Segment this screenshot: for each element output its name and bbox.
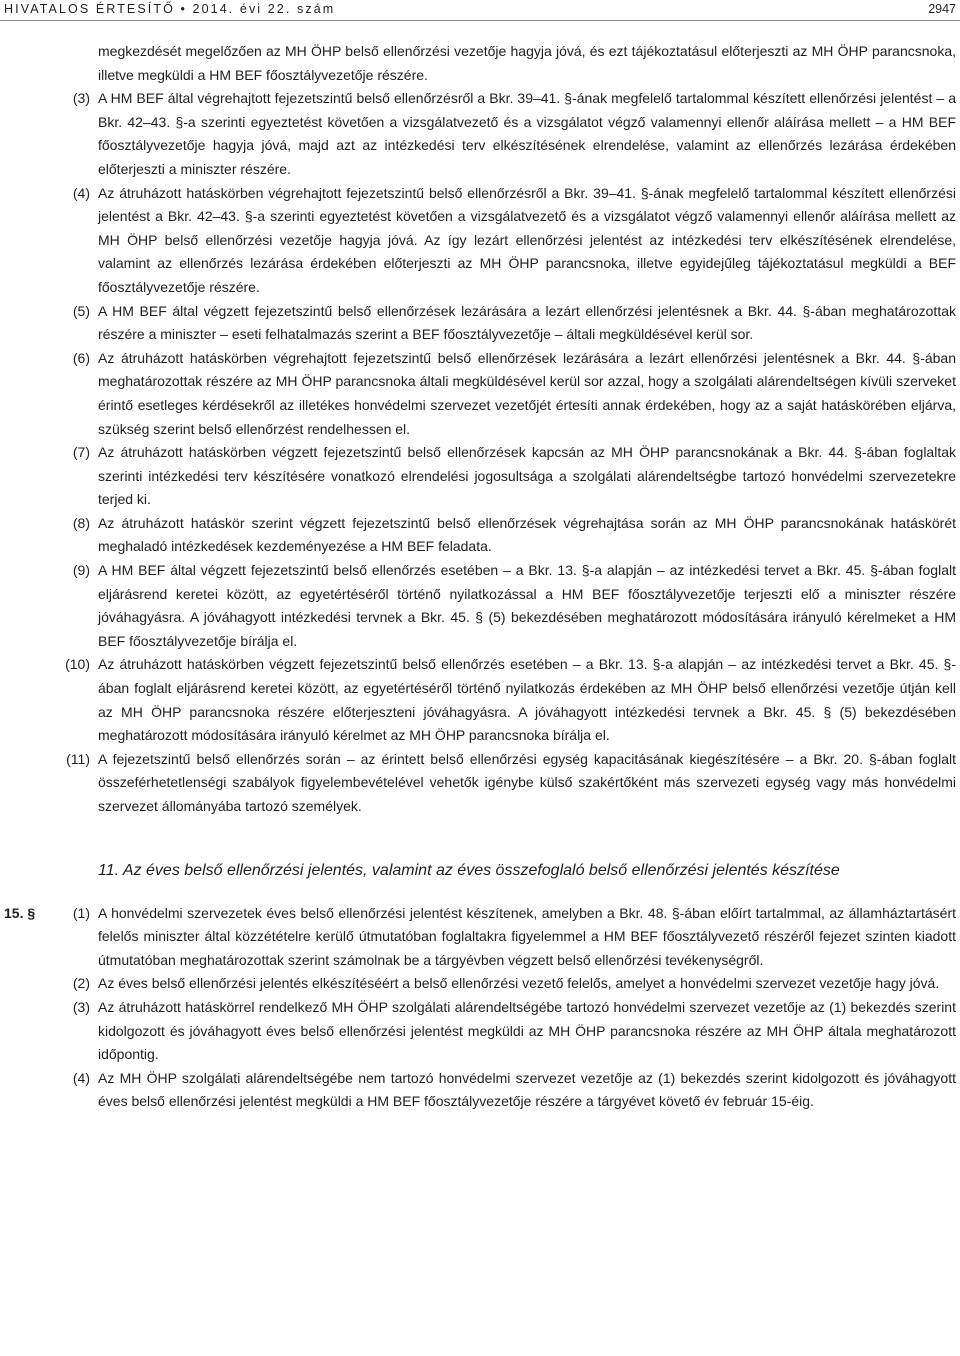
paragraph-text: Az átruházott hatáskörben végzett fejezetszintű belső ellenőrzések kapcsán az MH ÖHP parancsnokának a Bkr. 44. §-ában foglaltak szerinti intézkedési terv készítésére vonatkozó elrendelési jogosultsága a szolgálati alárendeltségbe tartozó honvédelmi szervezetekre terjed ki. <box>98 444 956 508</box>
paragraph-text: A honvédelmi szervezetek éves belső ellenőrzési jelentést készítenek, amelyben a Bkr. 48. §-ában előírt tartalmmal, az államháztartásért felelős miniszter által közzétételre kerülő útmutatóban foglaltakra figyelemmel a HM BEF főosztályvezető részéről fejezet szinten kiadott útmutatóban meghatározottak szerint számolnak be a tárgyévben végzett belső ellenőrzési tevékenységről. <box>98 904 956 968</box>
paragraph-number: (1) <box>72 904 90 921</box>
paragraph-text: Az MH ÖHP szolgálati alárendeltségébe nem tartozó honvédelmi szervezet vezetője az (1) bekezdés szerint kidolgozott és jóváhagyott éves belső ellenőrzési jelentést megküldi a HM BEF főosztályvezetője részére a tárgyévet követő év február 15-éig. <box>98 1069 956 1110</box>
paragraph-number: (9) <box>72 562 90 579</box>
paragraph <box>0 40 960 87</box>
paragraph-number: (6) <box>72 349 90 366</box>
paragraph-number: (3) <box>72 90 90 107</box>
paragraph-text: megkezdését megelőzően az MH ÖHP belső ellenőrzési vezetője hagyja jóvá, és ezt tájékoztatásul előterjeszti az MH ÖHP parancsnoka, illetve megküldi a HM BEF főosztályvezetője részére. <box>98 43 956 83</box>
section-number: 15. § <box>4 904 36 921</box>
paragraph <box>0 902 960 973</box>
paragraph <box>0 347 960 441</box>
paragraph-text: A HM BEF által végzett fejezetszintű belső ellenőrzés esetében – a Bkr. 13. §-a alapján – az intézkedési tervet a Bkr. 45. §-ában foglalt eljárásrend keretei között, az egyetértéséről történő nyilatkozással a HM BEF főosztályvezetője terjeszti elő a miniszter részére jóváhagyásra. A jóváhagyott intézkedési tervnek a Bkr. 45. § (5) bekezdésében meghatározott módosítására irányuló kérelmeket a HM BEF főosztályvezetője bírálja el. <box>98 562 956 649</box>
paragraph-text: A HM BEF által végrehajtott fejezetszintű belső ellenőrzésről a Bkr. 39–41. §-ának megfelelő tartalommal készített ellenőrzési jelentést – a Bkr. 42–43. §-a szerinti egyeztetést követően a vizsgálatvezető és a vizsgálatot végző valamennyi ellenőr aláírása mellett – a HM BEF főosztályvezetője hagyja jóvá, majd azt az intézkedési terv elkészítésének elrendelése, valamint az ellenőrzés lezárása érdekében előterjeszti a miniszter részére. <box>98 90 956 177</box>
paragraph <box>0 653 960 747</box>
paragraph-number: (7) <box>72 444 90 461</box>
page-header <box>0 0 960 22</box>
paragraph <box>0 748 960 819</box>
paragraph-text: A fejezetszintű belső ellenőrzés során – az érintett belső ellenőrzési egység kapacitásának kiegészítésére – a Bkr. 20. §-ában foglalt összeférhetetlenségi szabályok figyelembevételével vehetők igénybe külső szakértőként más szervezeti egység vagy más honvédelmi szervezet állományába tartozó személyek. <box>98 750 956 814</box>
page-number: 2947 <box>928 2 956 16</box>
paragraph-text: Az átruházott hatáskör szerint végzett fejezetszintű belső ellenőrzések végrehajtása során az MH ÖHP parancsnokának hatáskörét meghaladó intézkedések kezdeményezése a HM BEF feladata. <box>98 514 956 555</box>
paragraph <box>0 300 960 347</box>
paragraph-text: Az átruházott hatáskörben végrehajtott fejezetszintű belső ellenőrzésről a Bkr. 39–41. §-ának megfelelő tartalommal készített ellenőrzési jelentést a Bkr. 42–43. §-a szerinti egyeztetést követően a vizsgálatvezető és a vizsgálatot végző valamennyi ellenőr aláírása mellett az MH ÖHP belső ellenőrzési vezetője hagyja jóvá. Az így lezárt ellenőrzési jelentést az intézkedési terv elkészítésének elrendelése, valamint az ellenőrzés lezárása érdekében előterjeszti az MH ÖHP parancsnoka, illetve egyidejűleg tájékoztatásul megküldi a BEF főosztályvezetője részére. <box>98 184 956 295</box>
paragraph <box>0 1067 960 1114</box>
paragraph-number: (10) <box>65 656 90 673</box>
paragraph-list-bottom <box>0 902 960 1114</box>
paragraph-text: Az átruházott hatáskörrel rendelkező MH ÖHP szolgálati alárendeltségébe tartozó honvédelmi szervezet vezetője az (1) bekezdés szerint kidolgozott és jóváhagyott éves belső ellenőrzési jelentést megküldi az MH ÖHP parancsnoka részére az MH ÖHP általa meghatározott időpontig. <box>98 998 956 1063</box>
publication-title: HIVATALOS ÉRTESÍTŐ • 2014. évi 22. szám <box>4 2 336 16</box>
paragraph-number: (8) <box>72 514 90 531</box>
paragraph <box>0 441 960 512</box>
paragraph-text: Az éves belső ellenőrzési jelentés elkészítéséért a belső ellenőrzési vezető felelős, amelyet a honvédelmi szervezet vezetője hagy jóvá. <box>98 975 940 992</box>
paragraph-list-top <box>0 40 960 819</box>
section-title: 11. Az éves belső ellenőrzési jelentés, valamint az éves összefoglaló belső ellenőrzési jelentés készítése <box>98 861 840 879</box>
paragraph-number: (3) <box>72 998 90 1015</box>
document-body <box>0 40 960 1114</box>
paragraph <box>0 512 960 559</box>
paragraph <box>0 996 960 1067</box>
paragraph-number: (11) <box>66 750 90 767</box>
paragraph <box>0 559 960 653</box>
paragraph-number: (5) <box>72 302 90 319</box>
paragraph-text: Az átruházott hatáskörben végzett fejezetszintű belső ellenőrzés esetében – a Bkr. 13. §-a alapján – az intézkedési tervet a Bkr. 45. §-ában foglalt eljárásrend keretei között, az egyetértéséről történő nyilatkozás érdekében az MH ÖHP belső ellenőrzési vezetője útján kell az MH ÖHP parancsnoka részére előterjeszteni jóváhagyásra. A jóváhagyott intézkedési tervnek a Bkr. 45. § (5) bekezdésében meghatározott módosítására irányuló kérelmet az MH ÖHP parancsnoka bírálja el. <box>98 656 956 744</box>
paragraph <box>0 87 960 181</box>
paragraph <box>0 182 960 300</box>
paragraph-number: (2) <box>72 975 90 992</box>
paragraph-text: A HM BEF által végzett fejezetszintű belső ellenőrzések lezárására a lezárt ellenőrzési jelentésnek a Bkr. 44. §-ában meghatározottak részére a miniszter – eseti felhatalmazás szerint a BEF főosztályvezetője – általi megküldésével kerül sor. <box>98 302 956 343</box>
paragraph-number: (4) <box>72 184 90 201</box>
paragraph-number: (4) <box>72 1069 90 1086</box>
header-divider <box>0 20 960 21</box>
paragraph <box>0 972 960 996</box>
paragraph-text: Az átruházott hatáskörben végrehajtott fejezetszintű belső ellenőrzések lezárására a lezárt ellenőrzési jelentésnek a Bkr. 44. §-ában meghatározottak részére az MH ÖHP parancsnoka általi megküldésével kerül sor azzal, hogy a szolgálati alárendeltségen kívüli szerveket érintő esetleges kérdésekről az illetékes honvédelmi szervezet vezetőjét értesíti annak érdekében, hogy az a saját hatáskörében eljárva, szükség szerint belső ellenőrzést rendelhessen el. <box>98 349 956 437</box>
